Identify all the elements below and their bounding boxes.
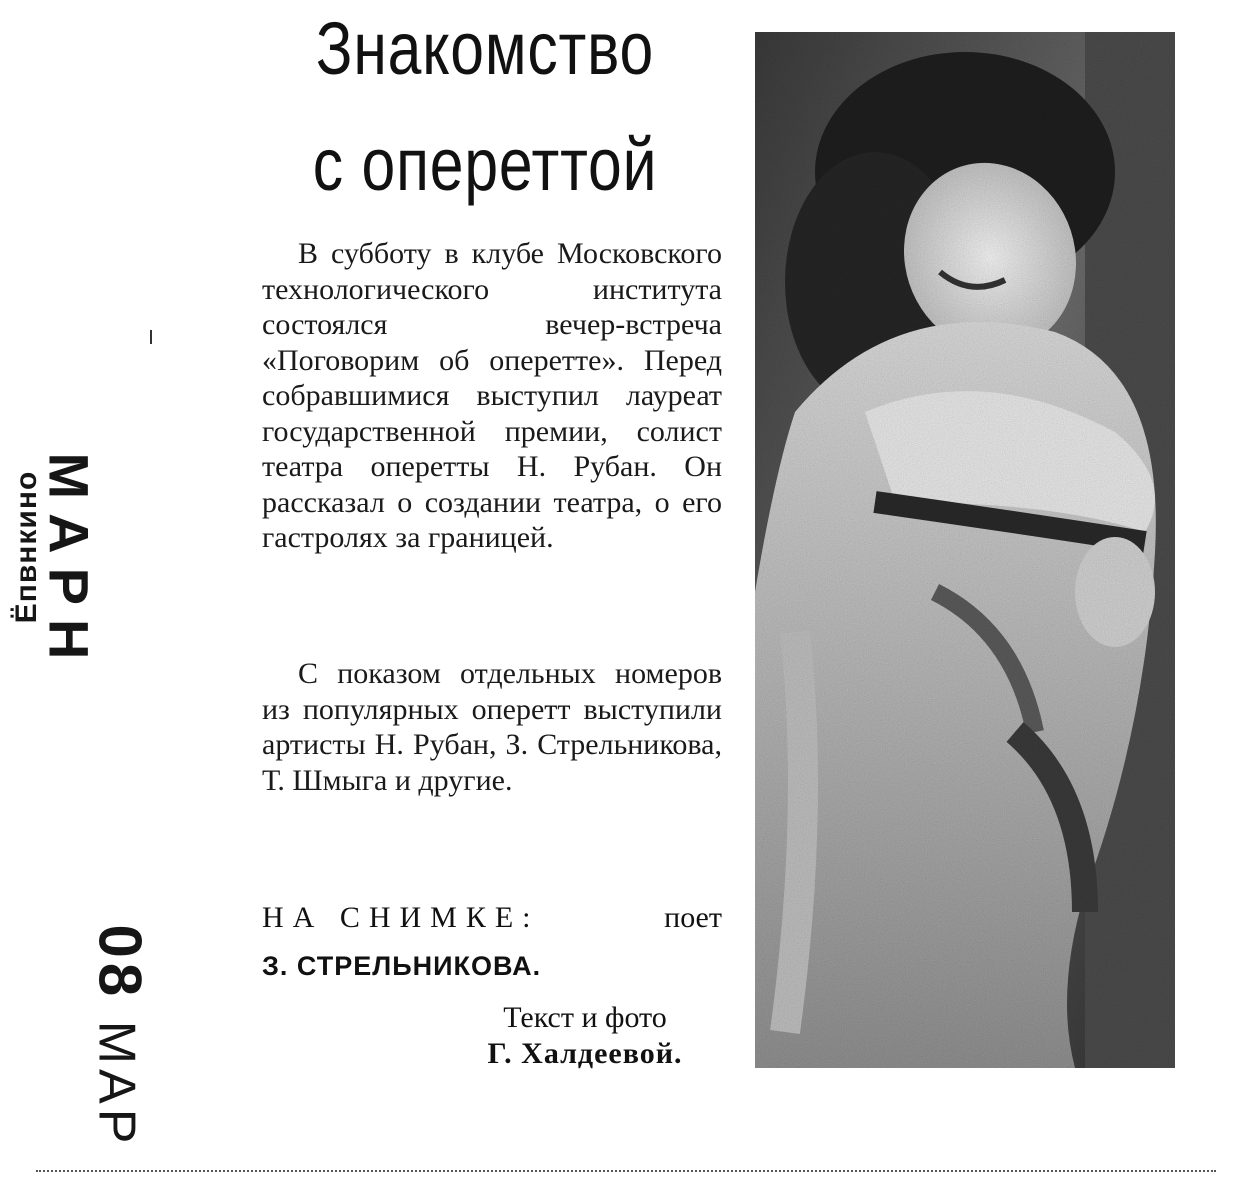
stamp-date — [86, 924, 155, 1149]
photo-singer-icon — [755, 32, 1175, 1068]
paragraph-1-text: В субботу в клубе Московского технологического института состоялся вечер-встреча «Поговорим об оперетте». Перед собравшимися выступил лауреат государственной премии, солист театра оперетты Н. Рубан. Он рассказал о создании театра, о его гастролях за границей. — [262, 237, 722, 554]
stamp-newspaper: Ёпвнкино — [10, 470, 43, 624]
photo-caption — [262, 896, 722, 988]
singer-photo — [755, 32, 1175, 1068]
caption-verb: поет — [664, 901, 722, 934]
article-paragraph-1 — [262, 236, 722, 556]
article-title-line-2: с опереттой — [312, 123, 658, 206]
stamp-date-month: МАР — [87, 1020, 146, 1149]
stamp-date-day: 08 — [86, 924, 154, 1002]
stamp-publication: МАРН — [37, 452, 101, 674]
margin-tick — [150, 330, 152, 344]
bottom-dotted-rule — [36, 1170, 1216, 1172]
caption-label: НА СНИМКЕ: — [262, 901, 540, 934]
article-title-line-1: Знакомство — [315, 7, 655, 90]
paragraph-2-text: С показом отдельных номеров из популярных оперетт выступили артисты Н. Рубан, З. Стрельникова, Т. Шмыга и другие. — [262, 657, 722, 797]
caption-name: З. СТРЕЛЬНИКОВА. — [262, 951, 542, 981]
photo-credit — [440, 1000, 730, 1072]
credit-author: Г. Халдеевой. — [487, 1037, 683, 1070]
article-paragraph-2 — [262, 656, 722, 798]
credit-line: Текст и фото — [503, 1001, 667, 1034]
